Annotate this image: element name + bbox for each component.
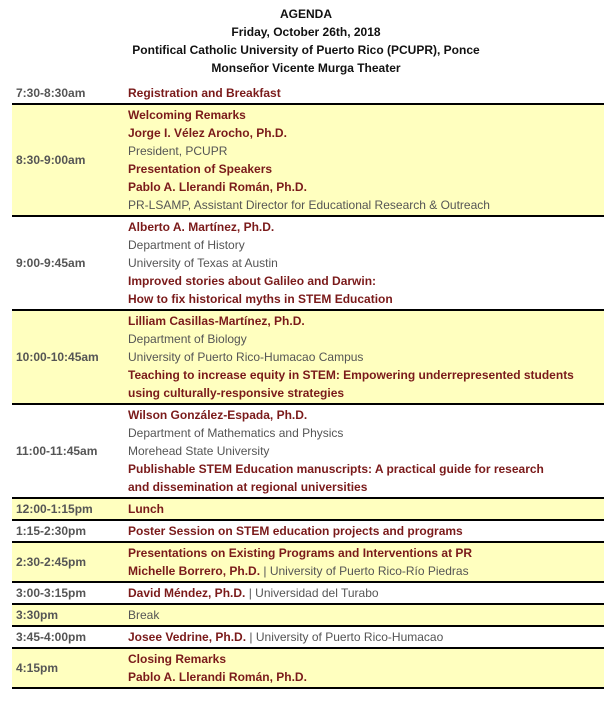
agenda-row-lunch: [12, 498, 604, 520]
event-venue: Pontifical Catholic University of Puerto Rico (PCUPR), Ponce: [132, 43, 480, 57]
time-cell: 8:30-9:00am: [12, 104, 120, 216]
speaker-name: Lilliam Casillas-Martínez, Ph.D.: [128, 314, 305, 328]
separator: |: [249, 630, 256, 644]
session-title: Lunch: [128, 502, 164, 516]
speaker-department: Department of Mathematics and Physics: [128, 426, 344, 440]
agenda-row-martinez: [12, 216, 604, 310]
talk-title: Teaching to increase equity in STEM: Empowering underrepresented students: [128, 368, 574, 382]
event-theater: Monseñor Vicente Murga Theater: [211, 61, 401, 75]
speaker-department: Department of Biology: [128, 332, 247, 346]
speaker-affiliation: University of Puerto Rico-Humacao Campus: [128, 350, 364, 364]
session-cell: [120, 520, 604, 542]
session-title: Break: [128, 608, 160, 622]
time-cell: 3:30pm: [12, 604, 120, 626]
session-title: Closing Remarks: [128, 652, 227, 666]
agenda-row-vedrine: [12, 626, 604, 648]
talk-title-cont: using culturally-responsive strategies: [128, 386, 345, 400]
speaker-name: Pablo A. Llerandi Román, Ph.D.: [128, 670, 307, 684]
speaker-affiliation: Morehead State University: [128, 444, 270, 458]
session-cell: [120, 104, 604, 216]
session-cell: [120, 648, 604, 688]
speaker-name: Alberto A. Martínez, Ph.D.: [128, 220, 275, 234]
talk-title-cont: How to fix historical myths in STEM Education: [128, 292, 393, 306]
session-cell: [120, 216, 604, 310]
speaker-affiliation: University of Puerto Rico-Río Piedras: [269, 564, 469, 578]
talk-title-cont: and dissemination at regional universities: [128, 480, 368, 494]
talk-title: Publishable STEM Education manuscripts: A practical guide for research: [128, 462, 544, 476]
speaker-affiliation: PR-LSAMP, Assistant Director for Educational Research & Outreach: [128, 198, 490, 212]
session-title: Welcoming Remarks: [128, 108, 246, 122]
separator: |: [248, 586, 256, 600]
session-cell: [120, 582, 604, 604]
session-cell: [120, 498, 604, 520]
agenda-row-mendez: [12, 582, 604, 604]
speaker-name: Michelle Borrero, Ph.D.: [128, 564, 261, 578]
time-cell: 9:00-9:45am: [12, 216, 120, 310]
time-cell: 7:30-8:30am: [12, 83, 120, 104]
session-title: Presentation of Speakers: [128, 162, 273, 176]
time-cell: 3:00-3:15pm: [12, 582, 120, 604]
session-cell: [120, 626, 604, 648]
session-title: Presentations on Existing Programs and Interventions at PR: [128, 546, 473, 560]
time-cell: 4:15pm: [12, 648, 120, 688]
speaker-name: David Méndez, Ph.D.: [128, 586, 246, 600]
event-date: Friday, October 26th, 2018: [231, 25, 381, 39]
session-cell: [120, 83, 604, 104]
time-cell: 3:45-4:00pm: [12, 626, 120, 648]
speaker-department: Department of History: [128, 238, 245, 252]
session-cell: [120, 404, 604, 498]
session-title: Poster Session on STEM education projects and programs: [128, 524, 463, 538]
agenda-row-closing: [12, 648, 604, 688]
talk-title: Improved stories about Galileo and Darwin:: [128, 274, 377, 288]
time-cell: 2:30-2:45pm: [12, 542, 120, 582]
time-cell: 12:00-1:15pm: [12, 498, 120, 520]
agenda-row-presentations: [12, 542, 604, 582]
speaker-affiliation: University of Puerto Rico-Humacao: [255, 630, 444, 644]
session-title: Registration and Breakfast: [128, 86, 281, 100]
agenda-row-poster: [12, 520, 604, 542]
agenda-row-welcoming: [12, 104, 604, 216]
agenda-table: [12, 83, 604, 689]
speaker-name: Josee Vedrine, Ph.D.: [128, 630, 247, 644]
time-cell: 1:15-2:30pm: [12, 520, 120, 542]
session-cell: [120, 604, 604, 626]
agenda-row-gonzalez: [12, 404, 604, 498]
speaker-affiliation: President, PCUPR: [128, 144, 228, 158]
speaker-name: Wilson González-Espada, Ph.D.: [128, 408, 308, 422]
speaker-name: Jorge I. Vélez Arocho, Ph.D.: [128, 126, 287, 140]
agenda-row-break: [12, 604, 604, 626]
agenda-row-casillas: [12, 310, 604, 404]
session-cell: [120, 310, 604, 404]
time-cell: 10:00-10:45am: [12, 310, 120, 404]
separator: |: [263, 564, 270, 578]
time-cell: 11:00-11:45am: [12, 404, 120, 498]
session-cell: [120, 542, 604, 582]
speaker-name: Pablo A. Llerandi Román, Ph.D.: [128, 180, 307, 194]
agenda-title: AGENDA: [279, 7, 332, 21]
agenda-header: [0, 0, 612, 77]
speaker-affiliation: University of Texas at Austin: [128, 256, 278, 270]
agenda-row-registration: [12, 83, 604, 104]
speaker-affiliation: Universidad del Turabo: [255, 586, 379, 600]
